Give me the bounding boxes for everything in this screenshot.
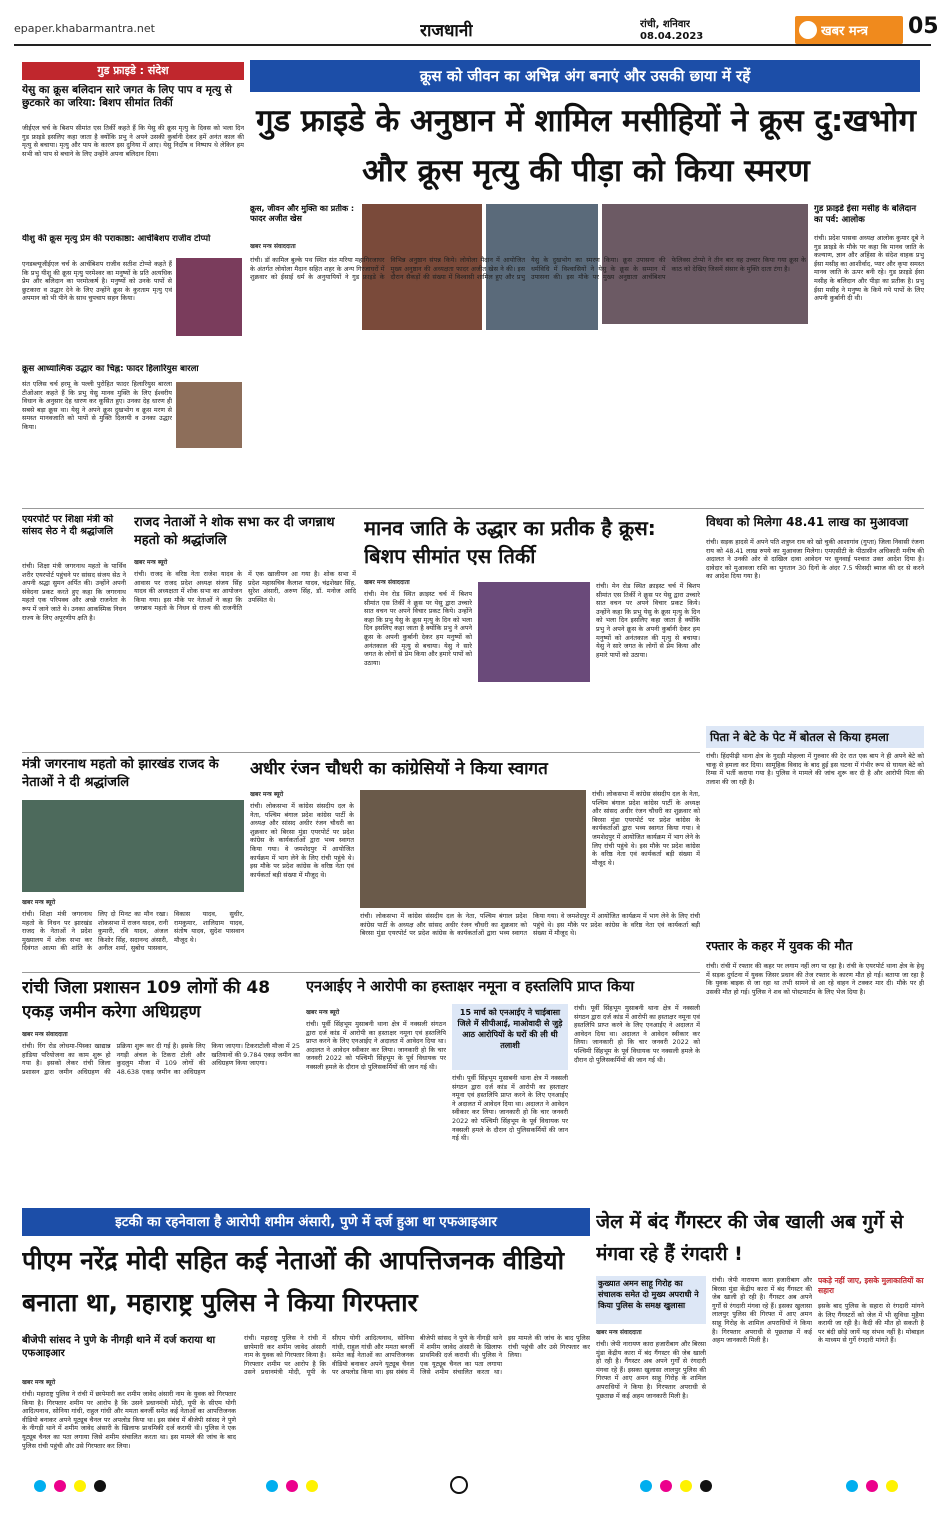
adhir-photo <box>360 790 586 908</box>
tribute-title: मंत्री जगरनाथ महतो को झारखंड राजद के नेताओं ने दी श्रद्धांजलि <box>22 757 219 790</box>
bishop-photo <box>478 582 590 682</box>
archbishop-photo <box>176 258 242 336</box>
rajad-byline: खबर मन्त्र ब्यूरो <box>134 559 168 566</box>
father-photo <box>176 382 242 448</box>
reg-dot-cyan <box>34 1480 46 1492</box>
widow-body: रांची। सड़क हादसे में अपने पति शत्रुघ्न राय को खो चुकी आशागांव (गुप्ता) जिला निवासी रंजना राय को 48.41 लाख रुपये का मुआवजा मिलेगा। एमएसीटी के पीठासीन अधिकारी मनीष की अदालत ने उनकी ओर से दाखिल दावा आवेदन पर सुनवाई पश्चात उक्त आदेश दिया है। दावेदार को मुआवजा राशि का भुगतान 30 दिनों के अंदर 7.5 फीसदी ब्याज की दर से करने का आदेश दिया गया है। <box>706 538 924 581</box>
adhir-byline: खबर मन्त्र ब्यूरो <box>250 791 284 798</box>
bishop-byline: खबर मन्त्र संवाददाता <box>364 579 410 586</box>
adhir-body-right: रांची। लोकसभा में कांग्रेस संसदीय दल के नेता, पश्चिम बंगाल प्रदेश कांग्रेस पार्टी के अध्यक्ष और सांसद अधीर रंजन चौधरी का शुक्रवार को बिरसा मुंडा एयरपोर्ट पर प्रदेश कांग्रेस के कार्यकर्ताओं द्वारा भव्य स्वागत किया गया। वे जमशेदपुर में आयोजित कार्यक्रम में भाग लेने के लिए रांची पहुंचे थे। इस मौके पर प्रदेश कांग्रेस के वरिष्ठ नेता एवं कार्यकर्ता बड़ी संख्या में मौजूद थे। <box>360 912 700 938</box>
nia-highlight-box: 15 मार्च को एनआईए ने चाईबासा जिले में सीपीआई, माओवादी से जुड़े आठ आरोपियों के घरों की ली थी तलाशी <box>452 1004 568 1070</box>
brand-mark-icon <box>799 21 817 39</box>
land-body: रांची। रिंग रोड लोधमा-पिस्का खाद्यान्न हांडिया परियोजना का काम शुरू हो गया है। इसको लेकर रांची जिला प्रशासन द्वारा जमीन अधिग्रहण की प्रक्रिया शुरू कर दी गई है। इसके लिए नगड़ी अंचल के टिकरा टोली और कुदलुम मौजा में 109 लोगों की 48.638 एकड़ जमीन का अधिग्रहण किया जाएगा। टिकराटोली मौजा में 25 खतियानों की 9.784 एकड़ जमीन का अधिग्रहण किया जाएगा। <box>22 1042 300 1076</box>
rajad-title: राजद नेताओं ने शोक सभा कर दी जगन्नाथ महतो को श्रद्धांजलि <box>134 515 335 548</box>
jail-headline: जेल में बंद गैंगस्टर की जेब खाली अब गुर्गे से मंगवा रहे हैं रंगदारी ! <box>596 1211 904 1265</box>
jail-side-title: पकड़े नहीं जाए, इसके मुलाकातियों का सहारा <box>818 1276 924 1295</box>
sub1-title: यीशु की क्रूस मृत्यु प्रेम की पराकाष्ठा: आर्चबिशप राजीव टोप्पो <box>22 234 211 244</box>
site-url[interactable]: epaper.khabarmantra.net <box>14 22 155 35</box>
rajad-body: रांची। राजद के वरिष्ठ नेता राजेश यादव के आवास पर राजद प्रदेश अध्यक्ष संजय सिंह यादव की अध्यक्षता में शोक सभा का आयोजन किया गया। इस मौके पर नेताओं ने कहा कि जगन्नाथ महतो के निधन से राज्य की राजनीति में एक खालीपन आ गया है। शोक सभा में प्रदेश महासचिव कैलाश यादव, चंद्रशेखर सिंह, सुरेश अंसारी, अरुण सिंह, डॉ. मनोज आदि उपस्थित थे। <box>134 570 356 613</box>
section-title: राजधानी <box>420 21 473 41</box>
modi-body: रांची। महाराष्ट्र पुलिस ने रांची में छापेमारी कर शमीम जावेद अंसारी नाम के युवक को गिरफ्तार किया है। गिरफ्तार शमीम पर आरोप है कि उसने प्रधानमंत्री मोदी, यूपी के सीएम योगी आदित्यनाथ, सोनिया गांधी, राहुल गांधी और ममता बनर्जी समेत कई नेताओं का आपत्तिजनक वीडियो बनाकर अपने यूट्यूब चैनल पर अपलोड किया था। इस संबंध में बीजेपी सांसद ने पुणे के नीगड़ी थाने में शमीम जावेद अंसारी के खिलाफ प्राथमिकी दर्ज करायी थी। पुलिस ने एक यूट्यूब चैनल का पता लगाया जिसे शमीम संचालित करता था। इस मामले की जांच के बाद पुलिस रांची पहुंची और उसे गिरफ्तार कर लिया। <box>22 1390 236 1450</box>
banner-top: क्रूस को जीवन का अभिन्न अंग बनाएं और उसकी छाया में रहें <box>250 60 920 92</box>
reg-dot-magenta <box>54 1480 66 1492</box>
speed-body: रांची। रांची में रफ्तार की कहर पर लगाम नहीं लग पा रहा है। रांची के एयरपोर्ट थाना क्षेत्र के हेथू में सड़क दुर्घटना में युवक जिसर प्रधान की तेज रफ्तार के कारण मौत हो गई। बताया जा रहा है कि युवक बाइक से जा रहा था तभी सामने से आ रहे वाहन ने टक्कर मार दी। मौके पर ही उसकी मौत हो गई। पुलिस ने शव को पोस्टमार्टम के लिए भेज दिया है। <box>706 962 924 996</box>
modi-banner: इटकी का रहनेवाला है आरोपी शमीम अंसारी, पुणे में दर्ज हुआ था एफआइआर <box>22 1208 590 1236</box>
right-story-body: रांची। प्रदेश पासवा अध्यक्ष आलोक कुमार दूबे ने गुड फ्राइडे के मौके पर कहा कि मानव जाति के कल्याण, ज्ञान और अहिंसा के संदेश वाहक प्रभु ईसा मसीह का आशीर्वाद, प्यार और कृपा समस्त मानव जाति के ऊपर बनी रहे। गुड फ्राइडे ईसा मसीह के बलिदान और पीड़ा का प्रतीक है। प्रभु ईसा मसीह ने मनुष्य के किये गये पापों के लिए अपनी कुर्बानी दी थी। <box>814 234 924 303</box>
nia-byline: खबर मन्त्र ब्यूरो <box>306 1009 340 1016</box>
jail-body-col2: रांची। जेपी नारायण कारा हजारीबाग और बिरसा मुंडा केंद्रीय कारा में बंद गैंगस्टर की जेब खाली हो रही है। गैंगस्टर अब अपने गुर्गों से रंगदारी मंगवा रहे हैं। इसका खुलासा लालपुर पुलिस की गिरफ्त में आए अमन साहू गिरोह के शामिल अपराधियों ने किया है। गिरफ्तार अपराधी से पूछताछ में कई अहम जानकारी मिली है। <box>712 1276 812 1345</box>
footer-strip <box>0 1472 945 1512</box>
header-city-day: रांची, शनिवार <box>640 19 691 30</box>
top-tag: गुड फ्राइडे : संदेश <box>22 62 244 80</box>
adhir-body-col3: रांची। लोकसभा में कांग्रेस संसदीय दल के नेता, पश्चिम बंगाल प्रदेश कांग्रेस पार्टी के अध्यक्ष और सांसद अधीर रंजन चौधरी का शुक्रवार को बिरसा मुंडा एयरपोर्ट पर प्रदेश कांग्रेस के कार्यकर्ताओं द्वारा भव्य स्वागत किया गया। वे जमशेदपुर में आयोजित कार्यक्रम में भाग लेने के लिए रांची पहुंचे थे। इस मौके पर प्रदेश कांग्रेस के वरिष्ठ नेता एवं कार्यकर्ता बड़ी संख्या में मौजूद थे। <box>592 790 700 867</box>
header-date: 08.04.2023 <box>640 31 704 42</box>
adhir-body: रांची। लोकसभा में कांग्रेस संसदीय दल के नेता, पश्चिम बंगाल प्रदेश कांग्रेस पार्टी के अध्यक्ष और सांसद अधीर रंजन चौधरी का शुक्रवार को बिरसा मुंडा एयरपोर्ट पर प्रदेश कांग्रेस के कार्यकर्ताओं द्वारा भव्य स्वागत किया गया। वे जमशेदपुर में आयोजित कार्यक्रम में भाग लेने के लिए रांची पहुंचे थे। इस मौके पर प्रदेश कांग्रेस के वरिष्ठ नेता एवं कार्यकर्ता बड़ी संख्या में मौजूद थे। <box>250 802 354 879</box>
reg-dot-cyan-3 <box>640 1480 652 1492</box>
sub2-body: संत एलिस चर्च हरमू के पल्ली पुरोहित फादर हिलारियुस बारला टीओआर कहते हैं कि प्रभु येसु मानव मुक्ति के लिए ईश्वरीय विधान के अनुसार देह धारण कर कूसित हुए। उनका देह धारण ही सबसे बड़ा क्रूस था। येसु ने अपने क्रूस दुखभोग व क्रूस मरण से समस्त मानवजाति को पापों से मुक्ति दिलायी व उनका उद्धार किया। <box>22 380 172 431</box>
nia-body-col3: रांची। पूर्वी सिंहभूम मुसाबनी थाना क्षेत्र में नक्सली संगठन द्वारा दर्ज कांड में आरोपी का हस्ताक्षर नमूना एवं हस्तलिपि प्राप्त करने के लिए एनआईए ने अदालत में आवेदन दिया था। अदालत ने आवेदन स्वीकार कर लिया। जानकारी हो कि चार जनवरी 2022 को पश्चिमी सिंहभूम के पूर्व विधायक पर नक्सली हमले के दौरान दो पुलिसकर्मियों की जान गई थी। <box>574 1004 700 1064</box>
tribute-body: रांची। शिक्षा मंत्री जगरनाथ महतो के निधन पर झारखंड राजद के नेताओं ने प्रदेश मुख्यालय में शोक सभा कर दिवंगत आत्मा की शांति के लिए दो मिनट का मौन रखा। शोकसभा में राजन यादव, रानी कुमारी, रवि यादव, अंजल किशोर सिंह, सदानन्द अंसारी, अनील शर्मा, सुबोध पासवान, विकास यादव, सुधीर, रामकुमार, शालिग्राम यादव, संतोष यादव, सुदेश पासवान मौजूद थे। <box>22 910 244 953</box>
reg-dot-magenta-3 <box>660 1480 672 1492</box>
jail-side-body: इसके बाद पुलिस के सहारा से रंगदारी मांगने के लिए गैंगस्टरों को जेल में भी सुविधा मुहैया करायी जा रही है। कैदी की मौत हो सकती है पर बंदी छोड़े जायें यह संभव नहीं है। मोबाइल के माध्यम से गुर्गे रंगदारी मांगते हैं। <box>818 1302 924 1345</box>
header-rule <box>14 44 931 46</box>
brand-logo <box>795 16 903 44</box>
center-story-body: रांची। डॉ कामिल बुल्के पथ स्थित संत मरिया महागिरजाघर के अंतर्गत लोयोला मैदान सहित शहर के अन्य गिरजाघरों में शुक्रवार को ईसाई धर्म के अनुयायियों ने गुड फ्राइडे के विभिन्न अनुष्ठान संपन्न किये। लोयोला मैदान में आयोजित मुख्य अनुष्ठान की अध्यक्षता फादर अजीत खेस ने की। इस दौरान सैकड़ों की संख्या में विश्वासी शामिल हुए और प्रभु येसु के दुखभोग का स्मरण किया। क्रूस उपासना की धर्मविधि में विश्वासियों ने येसु के क्रूस के सम्मान में उपासना की। इस मौके पर मुख्य अनुष्ठाता आर्चबिशप फेलिक्स टोप्पो ने तीन बार वह उच्चार किया गया क्रूस के काठ को देखिए जिसमें संसार के मुक्ति दाता टंगा है। <box>250 256 806 282</box>
reg-dot-cyan-4 <box>846 1480 858 1492</box>
page-header <box>0 0 945 46</box>
brand-name: खबर मन्त्र <box>821 24 869 39</box>
divider-2 <box>22 752 700 753</box>
divider-1 <box>22 508 924 509</box>
airport-body: रांची। शिक्षा मंत्री जगरनाथ महतो के पार्थिव शरीर एयरपोर्ट पहुंचने पर सांसद संजय सेठ ने अपनी श्रद्धा सुमन अर्पित की। उन्होंने अपनी संवेदना प्रकट करते हुए कहा कि जगरनाथ महतो एक परिपक्व और अच्छे राजनेता के रूप में जाने जाते थे। उनका आकस्मिक निधन राज्य के लिए अपूरणीय क्षति है। <box>22 562 126 622</box>
modi-sub-title: बीजेपी सांसद ने पुणे के नीगड़ी थाने में दर्ज कराया था एफआइआर <box>22 1335 216 1359</box>
nia-body-col2: रांची। पूर्वी सिंहभूम मुसाबनी थाना क्षेत्र में नक्सली संगठन द्वारा दर्ज कांड में आरोपी का हस्ताक्षर नमूना एवं हस्तलिपि प्राप्त करने के लिए एनआईए ने अदालत में आवेदन दिया था। अदालत ने आवेदन स्वीकार कर लिया। जानकारी हो कि चार जनवरी 2022 को पश्चिमी सिंहभूम के पूर्व विधायक पर नक्सली हमले के दौरान दो पुलिसकर्मियों की जान गई थी। <box>452 1074 568 1143</box>
divider-3 <box>22 972 700 973</box>
nia-title: एनआईए ने आरोपी का हस्ताक्षर नमूना व हस्तलिपि प्राप्त किया <box>306 979 635 995</box>
reg-dot-magenta-4 <box>866 1480 878 1492</box>
land-title: रांची जिला प्रशासन 109 लोगों की 48 एकड़ जमीन करेगा अधिग्रहण <box>22 978 271 1022</box>
reg-dot-magenta-2 <box>286 1480 298 1492</box>
bottle-title: पिता ने बेटे के पेट में बोतल से किया हमला <box>706 726 924 748</box>
bishop-body: रांची। मेन रोड स्थित क्राइस्ट चर्च में बिशप सीमांत एस तिर्की ने क्रूस पर येसु द्वारा उच्चारे सात वचन पर अपने विचार प्रकट किये। उन्होंने कहा कि प्रभु येसु के क्रूस मृत्यु के दिन को भला दिन इसलिए कहा जाता है क्योंकि प्रभु ने अपने क्रूस के अपनी कुर्बानी देकर हम मनुष्यों को अनंतकाल की मृत्यु से बचाया। येसु ने सारे जगत के लोगों से प्रेम किया और हमारे पापों को उठाया। <box>364 590 472 667</box>
reg-dot-yellow-4 <box>886 1480 898 1492</box>
reg-dot-yellow <box>74 1480 86 1492</box>
modi-byline: खबर मन्त्र ब्यूरो <box>22 1379 56 1386</box>
page-number: 05 <box>908 14 939 39</box>
bottle-body: रांची। हिंदपीढ़ी थाना क्षेत्र के गुदड़ी मोहल्ला में गुरुवार की देर रात एक बाप ने ही अपने बेटे को चाकू से हमला कर दिया। सामूहिक विवाद के बाद हुई इस घटना में गंभीर रूप से घायल बेटे को रिम्स में भर्ती कराया गया है। पुलिस ने मामले की जांच शुरू कर दी है और आरोपी पिता की तलाश की जा रही है। <box>706 752 924 786</box>
reg-dot-yellow-2 <box>306 1480 318 1492</box>
crosshair-icon <box>450 1476 468 1494</box>
jail-body: रांची। जेपी नारायण कारा हजारीबाग और बिरसा मुंडा केंद्रीय कारा में बंद गैंगस्टर की जेब खाली हो रही है। गैंगस्टर अब अपने गुर्गों से रंगदारी मंगवा रहे हैं। इसका खुलासा लालपुर पुलिस की गिरफ्त में आए अमन साहू गिरोह के शामिल अपराधियों ने किया है। गिरफ्तार अपराधी से पूछताछ में कई अहम जानकारी मिली है। <box>596 1340 706 1400</box>
reg-dot-black-3 <box>700 1480 712 1492</box>
airport-title: एयरपोर्ट पर शिक्षा मंत्री को सांसद सेठ ने दी श्रद्धांजलि <box>22 514 114 537</box>
center-caption: क्रूस, जीवन और मुक्ति का प्रतीक : फादर अजीत खेस <box>250 204 355 223</box>
left-story-body: जीईएल चर्च के बिशप सीमांत एस तिर्की कहते हैं कि येसु की क्रूस मृत्यु के दिवस को भला दिन गुड फ्राइडे इसलिए कहा जाता है क्योंकि प्रभु ने अपने उसकी कुर्बानी देकर हमें अनंत काल की मृत्यु से बचाया। मृत्यु और पाप के कारण इस दुनिया में आए। येसु निर्दोष व निष्पाप थे लेकिन हम सभी को पाप से बचाने के लिए उन्होंने अपना बलिदान दिया। <box>22 124 244 158</box>
bishop-body-right: रांची। मेन रोड स्थित क्राइस्ट चर्च में बिशप सीमांत एस तिर्की ने क्रूस पर येसु द्वारा उच्चारे सात वचन पर अपने विचार प्रकट किये। उन्होंने कहा कि प्रभु येसु के क्रूस मृत्यु के दिन को भला दिन इसलिए कहा जाता है क्योंकि प्रभु ने अपने क्रूस के अपनी कुर्बानी देकर हम मनुष्यों को अनंतकाल की मृत्यु से बचाया। येसु ने सारे जगत के लोगों से प्रेम किया और हमारे पापों को उठाया। <box>596 582 700 659</box>
right-story-title: गुड फ्राइडे ईसा मसीह के बलिदान का पर्व: आलोक <box>814 204 917 225</box>
tribute-byline: खबर मन्त्र ब्यूरो <box>22 899 56 906</box>
jail-byline: खबर मन्त्र संवाददाता <box>596 1329 642 1336</box>
adhir-title: अधीर रंजन चौधरी का कांग्रेसियों ने किया स्वागत <box>250 759 548 779</box>
sub1-body: एनडब्ल्यूजीईएल चर्च के आर्चबिशप राजीव सतीश टोप्पो कहते हैं कि प्रभु यीशु की क्रूस मृत्यु परमेश्वर का मनुष्यों के प्रति अत्यधिक प्रेम और बलिदान का परमोत्कर्ष है। मनुष्यों को उनके पापों से छुटकारा व उद्धार देने के लिए उन्होंने क्रूस के कुरताम मृत्यु एवं अपमान को भी पीने के साथ चुपचाप सहन किया। <box>22 260 172 303</box>
widow-title: विधवा को मिलेगा 48.41 लाख का मुआवजा <box>706 515 909 529</box>
center-byline: खबर मन्त्र संवाददाता <box>250 243 296 250</box>
speed-title: रफ्तार के कहर में युवक की मौत <box>706 938 853 953</box>
modi-body-cols: रांची। महाराष्ट्र पुलिस ने रांची में छापेमारी कर शमीम जावेद अंसारी नाम के युवक को गिरफ्तार किया है। गिरफ्तार शमीम पर आरोप है कि उसने प्रधानमंत्री मोदी, यूपी के सीएम योगी आदित्यनाथ, सोनिया गांधी, राहुल गांधी और ममता बनर्जी समेत कई नेताओं का आपत्तिजनक वीडियो बनाकर अपने यूट्यूब चैनल पर अपलोड किया था। इस संबंध में बीजेपी सांसद ने पुणे के नीगड़ी थाने में शमीम जावेद अंसारी के खिलाफ प्राथमिकी दर्ज करायी थी। पुलिस ने एक यूट्यूब चैनल का पता लगाया जिसे शमीम संचालित करता था। इस मामले की जांच के बाद पुलिस रांची पहुंची और उसे गिरफ्तार कर लिया। <box>244 1334 590 1377</box>
nia-body: रांची। पूर्वी सिंहभूम मुसाबनी थाना क्षेत्र में नक्सली संगठन द्वारा दर्ज कांड में आरोपी का हस्ताक्षर नमूना एवं हस्तलिपि प्राप्त करने के लिए एनआईए ने अदालत में आवेदन दिया था। अदालत ने आवेदन स्वीकार कर लिया। जानकारी हो कि चार जनवरी 2022 को पश्चिमी सिंहभूम के पूर्व विधायक पर नक्सली हमले के दौरान दो पुलिसकर्मियों की जान गई थी। <box>306 1020 446 1071</box>
reg-dot-yellow-3 <box>680 1480 692 1492</box>
sub2-title: क्रूस आध्यात्मिक उद्धार का चिह्न: फादर हिलारियुस बारला <box>22 364 199 374</box>
land-byline: खबर मन्त्र संवाददाता <box>22 1031 68 1038</box>
main-headline: गुड फ्राइडे के अनुष्ठान में शामिल मसीहियों ने क्रूस दु:खभोग और क्रूस मृत्यु की पीड़ा को किया स्मरण <box>256 103 916 189</box>
tribute-photo <box>22 800 244 892</box>
modi-headline: पीएम नरेंद्र मोदी सहित कई नेताओं की आपत्तिजनक वीडियो बनाता था, महाराष्ट्र पुलिस ने किया गिरफ्तार <box>22 1246 565 1317</box>
left-story-title: येसु का क्रूस बलिदान सारे जगत के लिए पाप व मृत्यु से छुटकारे का जरिया: बिशप सीमांत तिर्की <box>22 84 232 109</box>
reg-dot-black <box>94 1480 106 1492</box>
bishop-title: मानव जाति के उद्धार का प्रतीक है क्रूस: बिशप सीमांत एस तिर्की <box>364 516 656 568</box>
jail-sub-title: कुख्यात अमन साहू गिरोह का संचालक समेत दो मुख्य अपराधी ने किया पुलिस के समक्ष खुलासा <box>596 1276 706 1324</box>
reg-dot-cyan-2 <box>266 1480 278 1492</box>
